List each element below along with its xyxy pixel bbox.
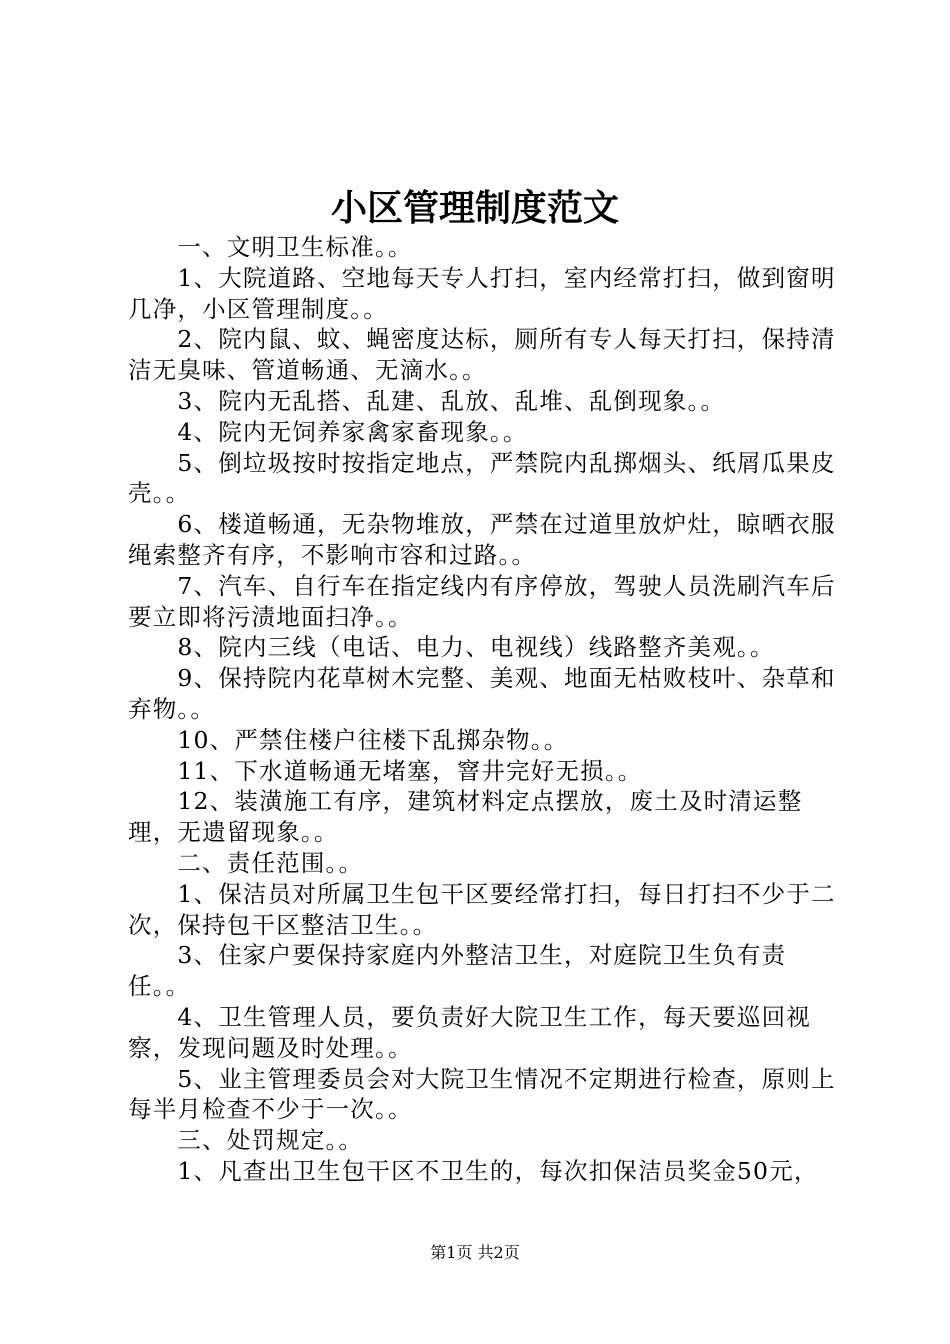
paragraph-item: 1、大院道路、空地每天专人打扫，室内经常打扫，做到窗明几净，小区管理制度。。 <box>128 263 836 323</box>
paragraph-item: 1、保洁员对所属卫生包干区要经常打扫，每日打扫不少于二次，保持包干区整洁卫生。。 <box>128 879 836 939</box>
paragraph-penalty-heading: 三、处罚规定。。 <box>177 1126 364 1155</box>
paragraph-responsibility-heading: 二、责任范围。。 <box>177 848 364 877</box>
paragraph-item: 3、住家户要保持家庭内外整洁卫生，对庭院卫生负有责任。。 <box>128 941 787 1001</box>
document-body <box>128 232 840 1187</box>
paragraph-item: 5、业主管理委员会对大院卫生情况不定期进行检查，原则上每半月检查不少于一次。。 <box>128 1064 836 1124</box>
page-footer: 第1页 共2页 <box>430 1243 520 1262</box>
paragraph-item: 4、院内无饲养家禽家畜现象。。 <box>177 417 528 446</box>
paragraph-item: 5、倒垃圾按时按指定地点，严禁院内乱掷烟头、纸屑瓜果皮壳。。 <box>128 448 836 508</box>
paragraph-item: 4、卫生管理人员，要负责好大院卫生工作，每天要巡回视察，发现问题及时处理。。 <box>128 1002 811 1062</box>
paragraph-item: 12、装潢施工有序，建筑材料定点摆放，废土及时清运整理，无遗留现象。。 <box>128 787 803 847</box>
paragraph-item: 3、院内无乱搭、乱建、乱放、乱堆、乱倒现象。。 <box>177 386 726 415</box>
paragraph-item: 8、院内三线（电话、电力、电视线）线路整齐美观。。 <box>177 633 775 662</box>
paragraph-item: 6、楼道畅通，无杂物堆放，严禁在过道里放炉灶，晾晒衣服绳索整齐有序，不影响市容和过路。。 <box>128 510 836 569</box>
paragraph-item: 9、保持院内花草树木完整、美观、地面无枯败枝叶、杂草和弃物。。 <box>128 664 836 723</box>
paragraph-item: 11、下水道畅通无堵塞，窨井完好无损。。 <box>177 756 643 785</box>
paragraph-item: 7、汽车、自行车在指定线内有序停放，驾驶人员洗刷汽车后要立即将污渍地面扫净。。 <box>128 571 836 631</box>
paragraph-item: 2、院内鼠、蚊、蝇密度达标，厕所有专人每天打扫，保持清洁无臭味、管道畅通、无滴水。。 <box>128 325 836 385</box>
paragraph-standard-heading: 一、文明卫生标准。。 <box>177 233 413 261</box>
document-title: 小区管理制度范文 <box>330 187 619 229</box>
paragraph-item: 1、凡查出卫生包干区不卫生的，每次扣保洁员奖金50元， <box>177 1156 819 1185</box>
paragraph-item: 10、严禁住楼户往楼下乱掷杂物。。 <box>177 725 569 754</box>
